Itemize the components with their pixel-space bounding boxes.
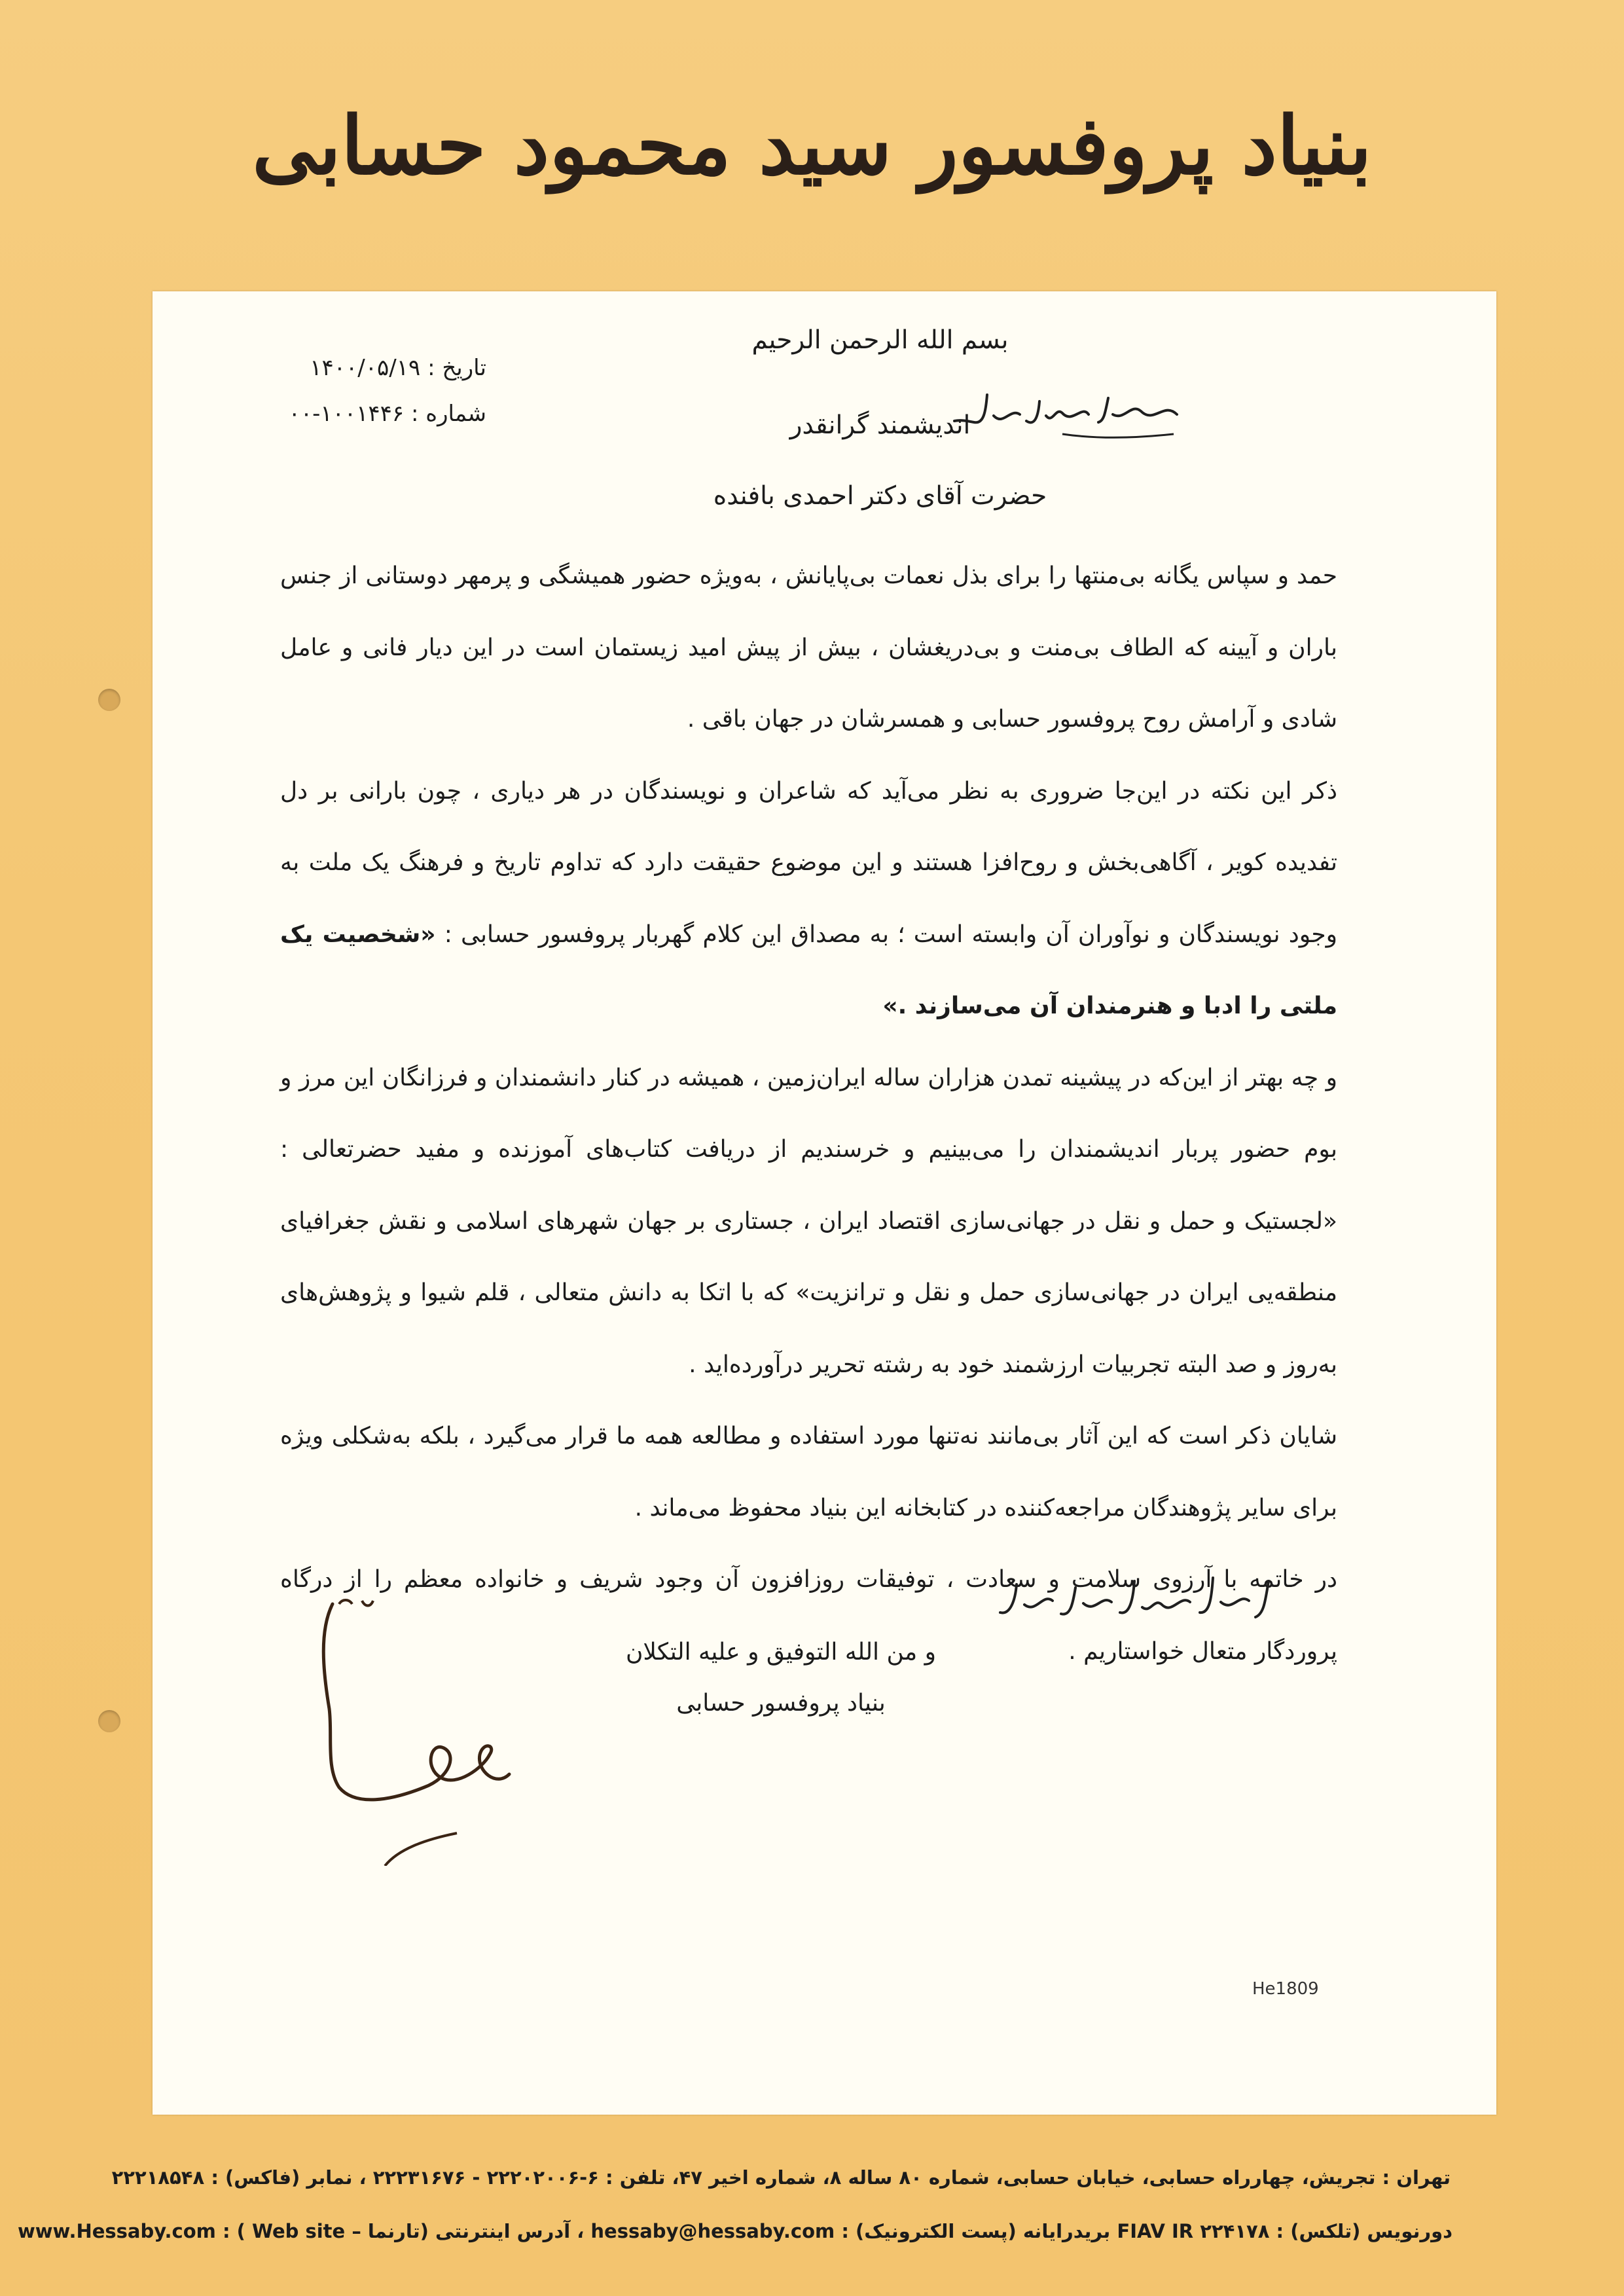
footer-address: تهران : تجریش، چهارراه حسابی، خیابان حسابی، شماره ۸۰ ساله ۸، شماره اخیر ۴۷، تلفن : ۶-۲۲۲۰۲۰۰۶ - ۲۲۲۳۱۶۷۶ ، نمابر (فاکس) : ۲۲۲۱۸۵۴۸ bbox=[111, 2166, 1451, 2189]
closing-line: و من الله التوفیق و علیه التکلان bbox=[625, 1639, 937, 1666]
number-label: شماره : bbox=[411, 401, 486, 427]
number-value: ۰۰-۱۰۰۱۴۴۶ bbox=[288, 401, 405, 427]
salutation: اندیشمند گرانقدر bbox=[789, 410, 971, 440]
body-paragraph: شایان ذکر است که این آثار بی‌مانند نه‌تنها مورد استفاده و مطالعه همه ما قرار می‌گیرد ، بلکه به‌شکلی ویژه برای سایر پژوهندگان مراجعه‌کننده در کتابخانه این بنیاد محفوظ می‌ماند . bbox=[280, 1423, 1337, 1522]
date-label: تاریخ : bbox=[427, 355, 486, 381]
signature-image bbox=[293, 1591, 581, 1866]
letter-sheet bbox=[153, 291, 1496, 2115]
recipient-name: حضرت آقای دکتر احمدی بافنده bbox=[713, 481, 1047, 511]
reference-code: He1809 bbox=[1252, 1979, 1319, 1999]
punch-hole bbox=[98, 689, 120, 711]
quote: «شخصیت یک ملتی را ادبا و هنرمندان آن می‌سازند .» bbox=[280, 920, 1337, 1019]
footer bbox=[0, 2151, 1624, 2258]
basmala: بسم الله الرحمن الرحیم bbox=[751, 325, 1009, 355]
punch-hole bbox=[98, 1710, 120, 1732]
body-paragraph: در خاتمه با آرزوی سلامت و سعادت ، توفیقات روزافزون آن وجود شریف و خانواده معظم را از درگاه پروردگار متعال خواستاریم . bbox=[280, 1566, 1337, 1665]
body-paragraph-text: ذکر این نکته در این‌جا ضروری به نظر می‌آید که شاعران و نویسندگان در هر دیاری ، چون بارانی بر دل تفدیده کویر ، آگاهی‌بخش و روح‌افزا هستند و این موضوع حقیقت دارد که تداوم تاریخ و فرهنگ یک ملت به وجود نویسندگان و نوآوران آن وابسته است ؛ به مصداق این کلام گهربار پروفسور حسابی : bbox=[280, 777, 1337, 948]
closing-org: بنیاد پروفسور حسابی bbox=[676, 1690, 886, 1717]
handwritten-regards-image bbox=[990, 1561, 1278, 1640]
body-paragraph: و چه بهتر از این‌که در پیشینه تمدن هزاران ساله ایران‌زمین ، همیشه در کنار دانشمندان و فرزانگان این مرز و بوم حضور پربار اندیشمندان را می‌بینیم و خرسندیم از دریافت کتاب‌های آموزنده و مفید حضرتعالی : «لجستیک و حمل و نقل در جهانی‌سازی اقتصاد ایران ، جستاری بر جهان شهرهای اسلامی و نقش جغرافیای منطقه‌یی ایران در جهانی‌سازی حمل و نقل و ترانزیت» که با اتکا به دانش متعالی ، قلم شیوا و پژوهش‌های به‌روز و صد البته تجربیات ارزشمند خود به رشته تحریر درآورده‌اید . bbox=[280, 1064, 1337, 1378]
letterhead-title: بنیاد پروفسور سید محمود حسابی bbox=[252, 98, 1372, 192]
date-value: ۱۴۰۰/۰۵/۱۹ bbox=[310, 355, 421, 381]
body-paragraph bbox=[280, 756, 1337, 1042]
footer-contact: دورنویس (تلکس) : FIAV IR ۲۲۴۱۷۸ بریدرایانه (پست الکترونیک) : hessaby@hessaby.com ، آدرس اینترنتی (تارنما – Web site ) : www.Hessaby.com bbox=[17, 2220, 1453, 2242]
body-paragraph: حمد و سپاس یگانه بی‌منتها را برای بذل نعمات بی‌پایانش ، به‌ویژه حضور همیشگی و پرمهر دوستانی از جنس باران و آیینه که الطاف بی‌منت و بی‌دریغشان ، بیش از پیش امید زیستمان است در این دیار فانی و عامل شادی و آرامش روح پروفسور حسابی و همسرشان در جهان باقی . bbox=[280, 562, 1337, 733]
letter-body bbox=[280, 540, 1337, 1687]
closing-block bbox=[552, 1627, 1010, 1729]
